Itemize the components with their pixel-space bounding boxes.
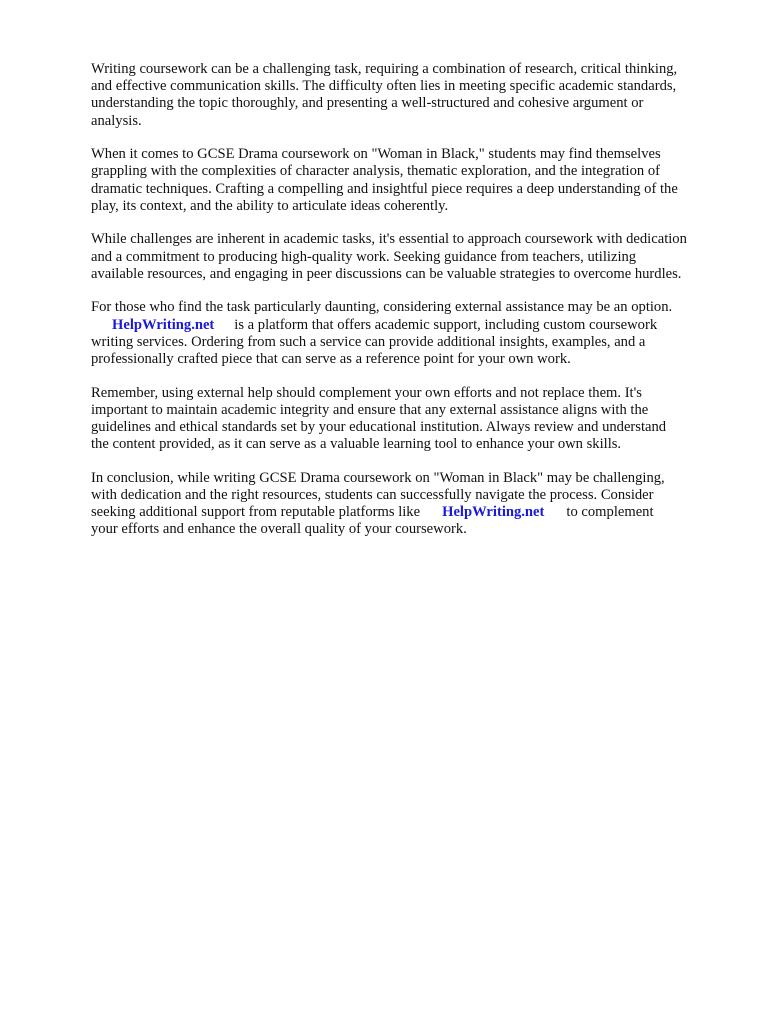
paragraph-external-assistance-intro: For those who find the task particularly daunting, considering external assistance may be an option. bbox=[91, 299, 673, 316]
paragraph-academic-integrity: Remember, using external help should complement your own efforts and not replace them. It's important to maintain academic integrity and ensure that any external assistance aligns with the guidelines and ethical standards set by your educational institution. Always review and understand the content provided, as it can serve as a valuable learning tool to enhance your own skills. bbox=[91, 384, 667, 453]
paragraph-external-assistance bbox=[91, 299, 731, 368]
helpwriting-link-conclusion[interactable]: HelpWriting.net bbox=[442, 504, 545, 521]
paragraph-conclusion bbox=[91, 470, 731, 539]
paragraph-intro: Writing coursework can be a challenging task, requiring a combination of research, critical thinking, and effective communication skills. The difficulty often lies in meeting specific academic standards, understanding the topic thoroughly, and presenting a well-structured and cohesive argument or analysis. bbox=[91, 61, 678, 129]
helpwriting-link[interactable]: HelpWriting.net bbox=[112, 316, 215, 333]
paragraph-challenges: While challenges are inherent in academic tasks, it's essential to approach coursework with dedication and a commitment to producing high-quality work. Seeking guidance from teachers, utilizing available resources, and engaging in peer discussions can be valuable strategies to overcome hurdles. bbox=[91, 231, 687, 282]
paragraph-external-assistance-rest: is a platform that offers academic support, including custom coursework writing services. Ordering from such a service can provide additional insights, examples, and a professionally crafted piece that can serve as a reference point for your own work. bbox=[91, 316, 658, 368]
paragraph-conclusion-rest: to complement your efforts and enhance the overall quality of your coursework. bbox=[91, 504, 654, 538]
document-page bbox=[91, 61, 731, 555]
paragraph-conclusion-intro: In conclusion, while writing GCSE Drama coursework on "Woman in Black" may be challenging, with dedication and the right resources, students can successfully navigate the process. Consider seeking additional support from reputable platforms like bbox=[91, 469, 665, 521]
paragraph-woman-in-black: When it comes to GCSE Drama coursework on "Woman in Black," students may find themselves grappling with the complexities of character analysis, thematic exploration, and the integration of dramatic techniques. Crafting a compelling and insightful piece requires a deep understanding of the play, its context, and the ability to articulate ideas coherently. bbox=[91, 146, 678, 214]
